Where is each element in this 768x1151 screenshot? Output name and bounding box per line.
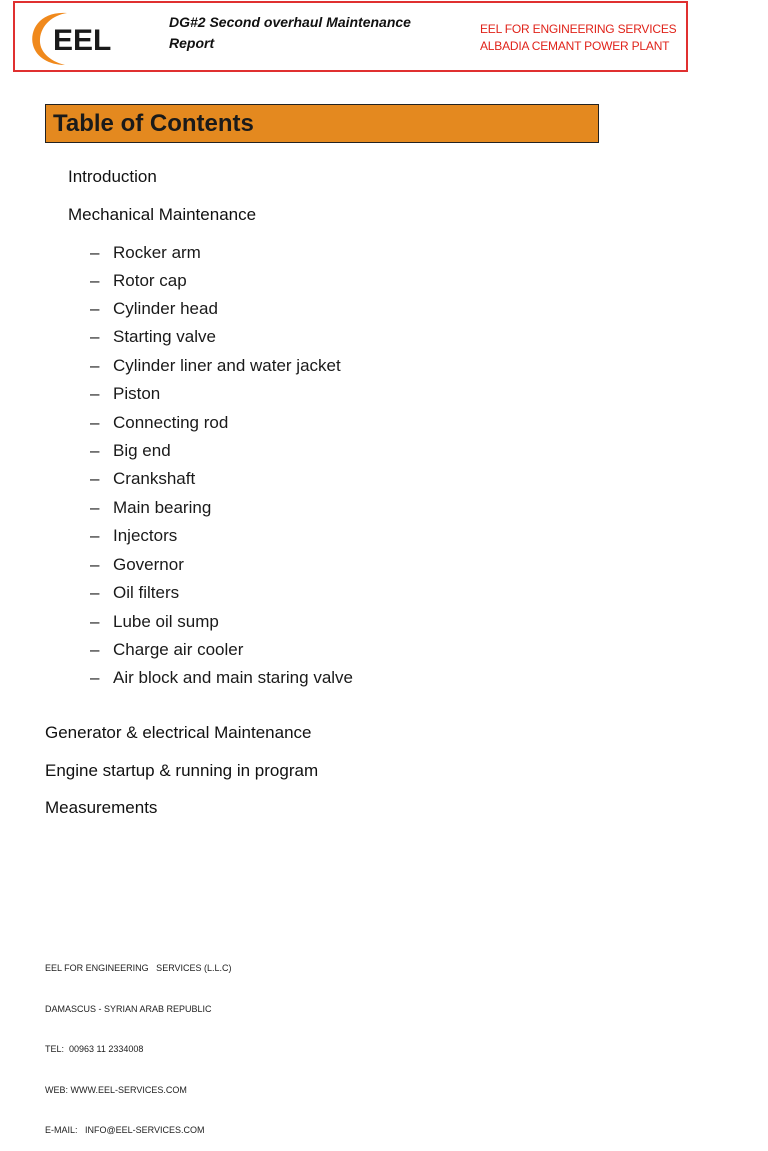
toc-subitem[interactable] [90, 582, 179, 604]
toc-subitem[interactable] [90, 497, 211, 519]
dash-bullet: – [90, 498, 100, 517]
toc-subitem[interactable] [90, 242, 201, 264]
toc-subitem[interactable] [90, 298, 218, 320]
toc-subitem[interactable] [90, 383, 160, 405]
dash-bullet: – [90, 441, 100, 460]
toc-subitem-label: Starting valve [113, 327, 216, 346]
toc-subitem-label: Oil filters [113, 583, 180, 602]
toc-subitem-label: Main bearing [113, 498, 212, 517]
toc-subitem-label: Cylinder head [113, 299, 218, 318]
report-title [169, 12, 459, 54]
toc-subitem-label: Injectors [113, 526, 178, 545]
company-name: EEL FOR ENGINEERING SERVICES [480, 22, 677, 36]
toc-section-introduction[interactable]: Introduction [68, 167, 157, 186]
toc-subitem-label: Connecting rod [113, 413, 229, 432]
dash-bullet: – [90, 413, 100, 432]
dash-bullet: – [90, 271, 100, 290]
footer-email: E-MAIL: INFO@EEL-SERVICES.COM [45, 1125, 205, 1135]
toc-subitem[interactable] [90, 667, 353, 689]
toc-subitem-label: Governor [113, 555, 184, 574]
dash-bullet: – [90, 243, 100, 262]
dash-bullet: – [90, 583, 100, 602]
toc-subitem[interactable] [90, 326, 216, 348]
company-footer [45, 935, 232, 1151]
toc-subitem-label: Cylinder liner and water jacket [113, 356, 341, 375]
dash-bullet: – [90, 612, 100, 631]
dash-bullet: – [90, 327, 100, 346]
toc-subitem-label: Big end [113, 441, 171, 460]
toc-subitem-label: Piston [113, 384, 161, 403]
toc-subitem-label: Charge air cooler [113, 640, 244, 659]
toc-banner [45, 104, 599, 143]
toc-subitem[interactable] [90, 270, 187, 292]
footer-company: EEL FOR ENGINEERING SERVICES (L.L.C) [45, 963, 232, 973]
toc-subitem[interactable] [90, 611, 219, 633]
toc-subitem-label: Air block and main staring valve [113, 668, 354, 687]
toc-subitem-label: Rocker arm [113, 243, 201, 262]
toc-subitem[interactable] [90, 525, 177, 547]
toc-subitem[interactable] [90, 440, 171, 462]
toc-section-measurements[interactable]: Measurements [45, 798, 158, 817]
toc-subitem-label: Rotor cap [113, 271, 187, 290]
toc-section-mechanical-maintenance[interactable]: Mechanical Maintenance [68, 205, 257, 224]
toc-section-engine-startup[interactable]: Engine startup & running in program [45, 761, 319, 780]
toc-subitem-label: Crankshaft [113, 469, 196, 488]
footer-address: DAMASCUS - SYRIAN ARAB REPUBLIC [45, 1003, 212, 1014]
dash-bullet: – [90, 640, 100, 659]
logo-text: EEL [53, 24, 112, 57]
plant-name: ALBADIA CEMANT POWER PLANT [480, 39, 670, 53]
toc-title: Table of Contents [53, 110, 254, 137]
dash-bullet: – [90, 384, 100, 403]
company-block [480, 21, 680, 55]
toc-subitem[interactable] [90, 639, 243, 661]
report-title-line2: Report [169, 35, 215, 51]
dash-bullet: – [90, 299, 100, 318]
toc-section-generator-electrical[interactable]: Generator & electrical Maintenance [45, 723, 312, 742]
dash-bullet: – [90, 668, 100, 687]
toc-subitem[interactable] [90, 355, 341, 377]
report-title-line1: DG#2 Second overhaul Maintenance [169, 14, 411, 30]
report-header [13, 1, 688, 72]
dash-bullet: – [90, 469, 100, 488]
eel-logo [27, 7, 127, 69]
dash-bullet: – [90, 526, 100, 545]
toc-subitem[interactable] [90, 554, 184, 576]
toc-subitem[interactable] [90, 468, 195, 490]
dash-bullet: – [90, 356, 100, 375]
footer-website: WEB: WWW.EEL-SERVICES.COM [45, 1084, 187, 1095]
toc-subitem[interactable] [90, 412, 228, 434]
footer-phone: TEL: 00963 11 2334008 [45, 1044, 144, 1054]
toc-subitem-label: Lube oil sump [113, 612, 219, 631]
dash-bullet: – [90, 555, 100, 574]
